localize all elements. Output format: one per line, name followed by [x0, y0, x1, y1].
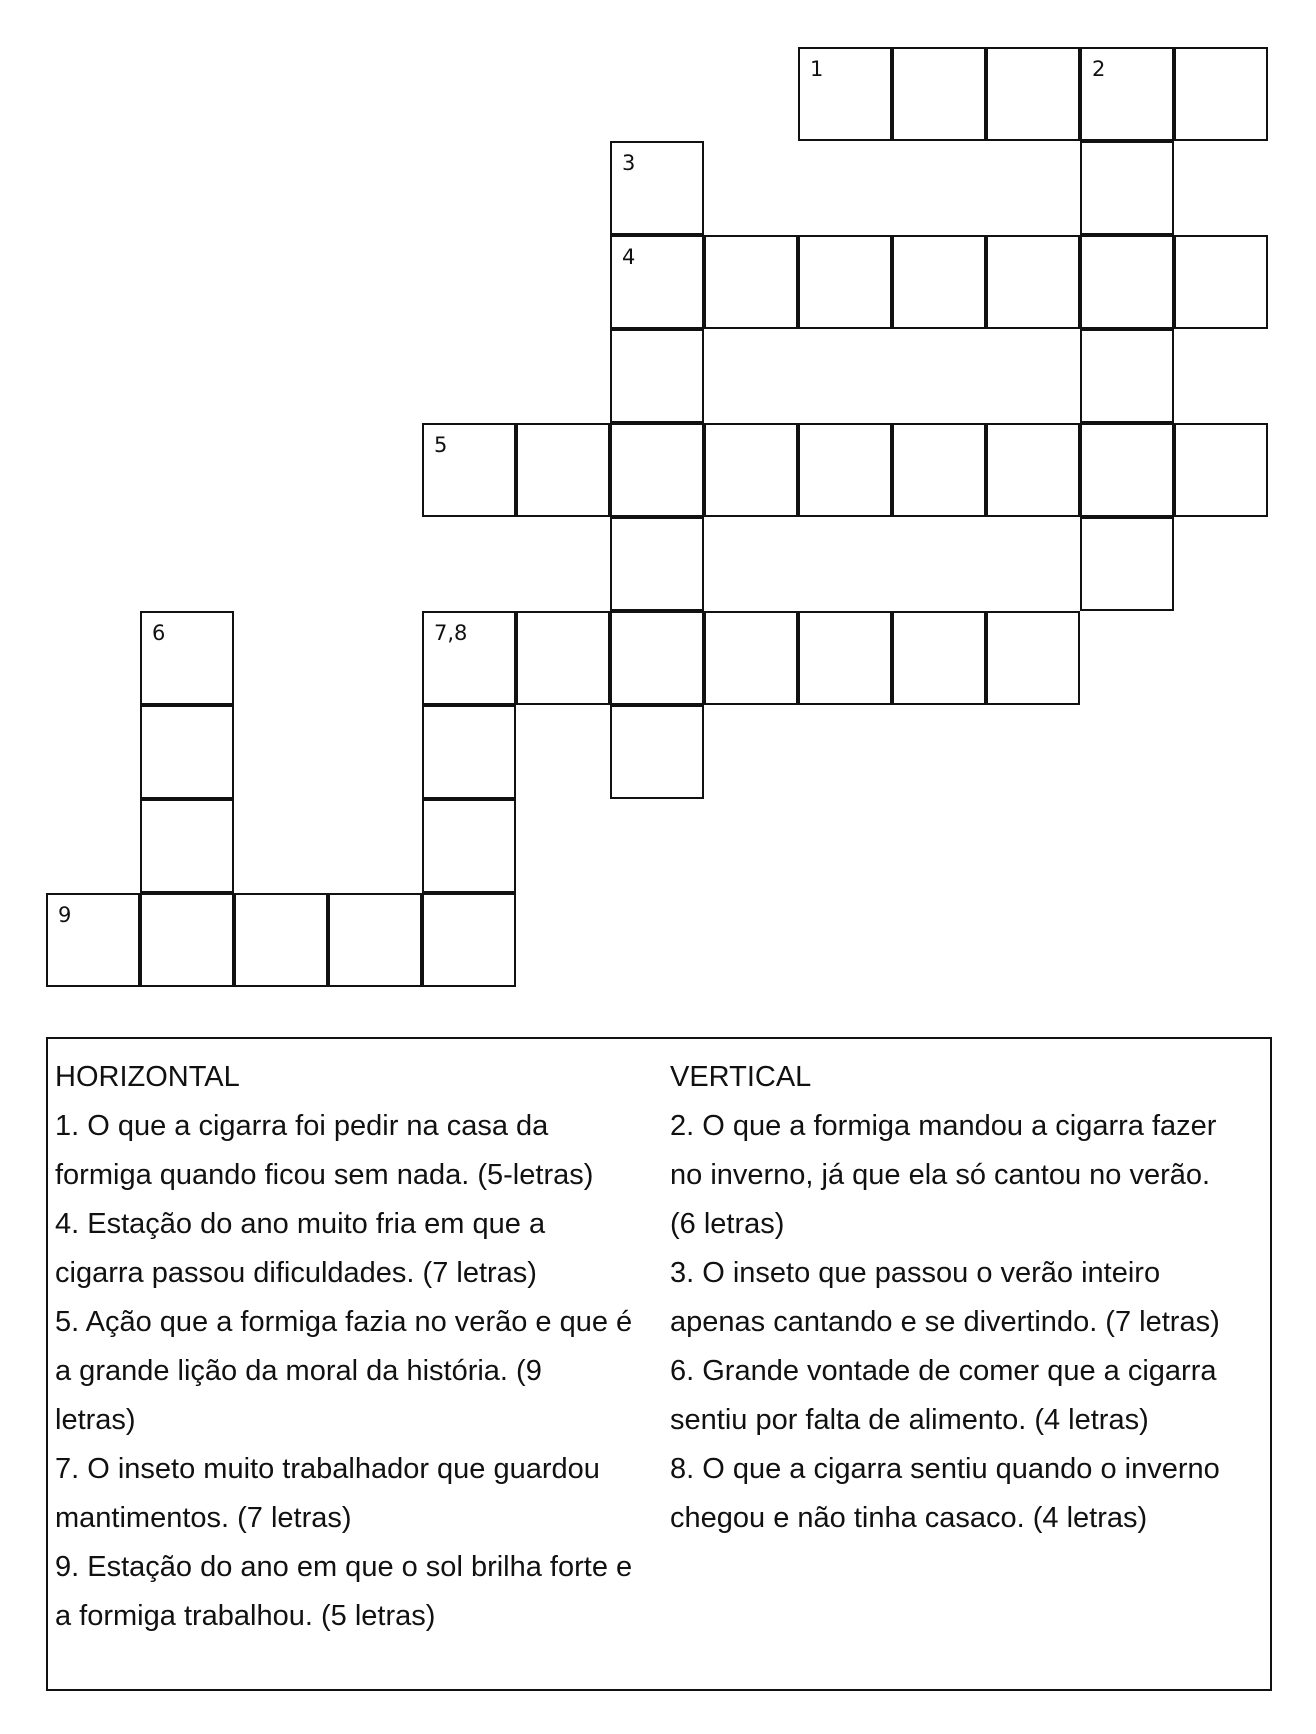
- cell-number: 9: [58, 903, 72, 927]
- grid-cell[interactable]: [328, 893, 422, 987]
- grid-cell[interactable]: [140, 893, 234, 987]
- grid-cell[interactable]: [704, 235, 798, 329]
- cell-number: 5: [434, 433, 448, 457]
- grid-cell[interactable]: [516, 611, 610, 705]
- cell-number: 2: [1092, 57, 1106, 81]
- grid-cell[interactable]: [798, 423, 892, 517]
- grid-cell[interactable]: [798, 235, 892, 329]
- clue-line: 3. O inseto que passou o verão inteiro: [670, 1257, 1161, 1289]
- clue-line: 2. O que a formiga mandou a cigarra fazer: [670, 1110, 1217, 1142]
- clue-line: cigarra passou dificuldades. (7 letras): [55, 1257, 537, 1289]
- grid-cell[interactable]: [140, 799, 234, 893]
- grid-cell[interactable]: [422, 705, 516, 799]
- grid-cell[interactable]: [422, 799, 516, 893]
- vertical-title: VERTICAL: [670, 1061, 812, 1093]
- grid-cell[interactable]: [610, 141, 704, 235]
- cell-number: 3: [622, 151, 636, 175]
- grid-cell[interactable]: [516, 423, 610, 517]
- clue-line: apenas cantando e se divertindo. (7 letras): [670, 1306, 1220, 1338]
- grid-cell[interactable]: [610, 705, 704, 799]
- grid-cell[interactable]: [986, 47, 1080, 141]
- cell-number: 1: [810, 57, 824, 81]
- clue-line: 8. O que a cigarra sentiu quando o inverno: [670, 1453, 1220, 1485]
- grid-cell[interactable]: [892, 235, 986, 329]
- grid-cell[interactable]: [610, 329, 704, 423]
- grid-cell[interactable]: [986, 611, 1080, 705]
- grid-cell[interactable]: [798, 47, 892, 141]
- cell-number: 7,8: [434, 621, 468, 645]
- grid-cell[interactable]: [46, 893, 140, 987]
- grid-cell[interactable]: [610, 423, 704, 517]
- grid-cell[interactable]: [1174, 235, 1268, 329]
- grid-cell[interactable]: [986, 423, 1080, 517]
- clues-box: [46, 1037, 1272, 1691]
- horizontal-clues: [55, 1053, 655, 1641]
- grid-cell[interactable]: [1080, 423, 1174, 517]
- grid-cell[interactable]: [892, 47, 986, 141]
- clue-line: formiga quando ficou sem nada. (5-letras): [55, 1159, 594, 1191]
- clue-line: letras): [55, 1404, 136, 1436]
- grid-cell[interactable]: [140, 705, 234, 799]
- grid-cell[interactable]: [986, 235, 1080, 329]
- grid-cell[interactable]: [704, 423, 798, 517]
- grid-cell[interactable]: [892, 423, 986, 517]
- cell-number: 6: [152, 621, 166, 645]
- grid-cell[interactable]: [422, 423, 516, 517]
- cell-number: 4: [622, 245, 636, 269]
- grid-cell[interactable]: [610, 235, 704, 329]
- grid-cell[interactable]: [610, 611, 704, 705]
- grid-cell[interactable]: [798, 611, 892, 705]
- clue-line: 6. Grande vontade de comer que a cigarra: [670, 1355, 1217, 1387]
- grid-cell[interactable]: [1080, 47, 1174, 141]
- clue-line: (6 letras): [670, 1208, 785, 1240]
- grid-cell[interactable]: [1174, 47, 1268, 141]
- grid-cell[interactable]: [1174, 423, 1268, 517]
- grid-cell[interactable]: [892, 611, 986, 705]
- grid-cell[interactable]: [422, 611, 516, 705]
- clue-line: a formiga trabalhou. (5 letras): [55, 1600, 436, 1632]
- grid-cell[interactable]: [610, 517, 704, 611]
- grid-cell[interactable]: [1080, 235, 1174, 329]
- vertical-clues: [670, 1053, 1270, 1543]
- grid-cell[interactable]: [1080, 517, 1174, 611]
- clue-line: a grande lição da moral da história. (9: [55, 1355, 542, 1387]
- clue-line: 5. Ação que a formiga fazia no verão e que é: [55, 1306, 633, 1338]
- clue-line: 4. Estação do ano muito fria em que a: [55, 1208, 546, 1240]
- clue-line: mantimentos. (7 letras): [55, 1502, 352, 1534]
- grid-cell[interactable]: [1080, 141, 1174, 235]
- clue-line: 1. O que a cigarra foi pedir na casa da: [55, 1110, 549, 1142]
- horizontal-title: HORIZONTAL: [55, 1061, 240, 1093]
- clue-line: chegou e não tinha casaco. (4 letras): [670, 1502, 1148, 1534]
- grid-cell[interactable]: [234, 893, 328, 987]
- clue-line: 7. O inseto muito trabalhador que guardou: [55, 1453, 600, 1485]
- grid-cell[interactable]: [140, 611, 234, 705]
- clue-line: 9. Estação do ano em que o sol brilha forte e: [55, 1551, 633, 1583]
- grid-cell[interactable]: [704, 611, 798, 705]
- clue-line: sentiu por falta de alimento. (4 letras): [670, 1404, 1149, 1436]
- grid-cell[interactable]: [422, 893, 516, 987]
- clue-line: no inverno, já que ela só cantou no verão.: [670, 1159, 1211, 1191]
- grid-cell[interactable]: [1080, 329, 1174, 423]
